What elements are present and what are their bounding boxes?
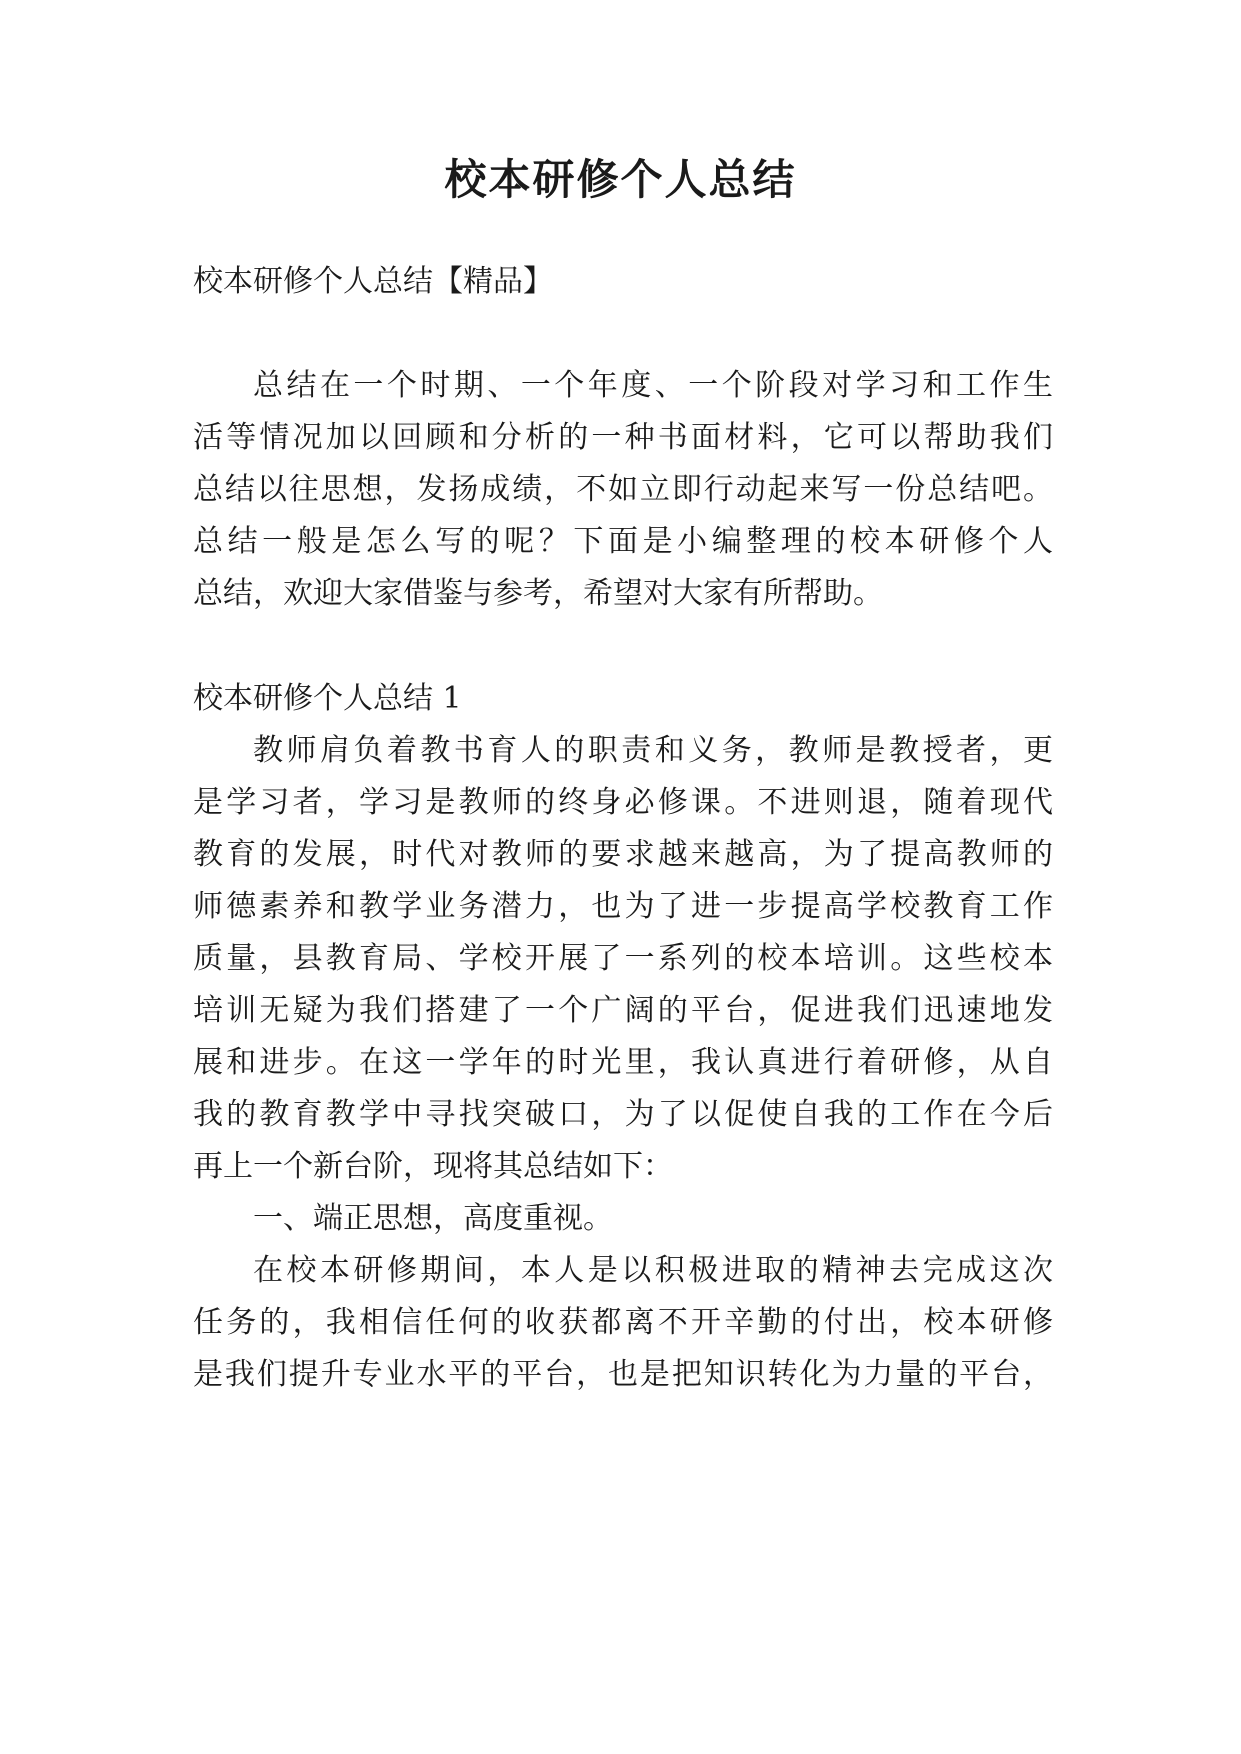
- para-two-line: 任务的，我相信任何的收获都离不开辛勤的付出，校本研修: [193, 1305, 1053, 1340]
- intro-line: 总结以往思想，发扬成绩，不如立即行动起来写一份总结吧。: [193, 472, 1053, 507]
- body-line: 我的教育教学中寻找突破口，为了以促使自我的工作在今后: [193, 1097, 1053, 1132]
- body-line: 师德素养和教学业务潜力，也为了进一步提高学校教育工作: [193, 889, 1053, 924]
- para-two-line: 在校本研修期间，本人是以积极进取的精神去完成这次: [253, 1253, 1053, 1288]
- intro-line: 总结一般是怎么写的呢？下面是小编整理的校本研修个人: [193, 524, 1053, 559]
- body-line: 教师肩负着教书育人的职责和义务，教师是教授者，更: [253, 733, 1053, 768]
- para-two-line: 是我们提升专业水平的平台，也是把知识转化为力量的平台，: [193, 1357, 1053, 1392]
- intro-line: 总结，欢迎大家借鉴与参考，希望对大家有所帮助。: [193, 576, 883, 611]
- body-line: 教育的发展，时代对教师的要求越来越高，为了提高教师的: [193, 837, 1053, 872]
- intro-line: 活等情况加以回顾和分析的一种书面材料，它可以帮助我们: [193, 420, 1053, 455]
- body-line: 培训无疑为我们搭建了一个广阔的平台，促进我们迅速地发: [193, 993, 1053, 1028]
- document-subtitle: 校本研修个人总结【精品】: [193, 264, 553, 299]
- point-heading: 一、端正思想，高度重视。: [253, 1201, 613, 1236]
- body-line: 质量，县教育局、学校开展了一系列的校本培训。这些校本: [193, 941, 1053, 976]
- body-line: 展和进步。在这一学年的时光里，我认真进行着研修，从自: [193, 1045, 1053, 1080]
- document-title: 校本研修个人总结: [444, 155, 797, 204]
- body-line: 再上一个新台阶，现将其总结如下：: [193, 1149, 673, 1184]
- body-line: 是学习者，学习是教师的终身必修课。不进则退，随着现代: [193, 785, 1053, 820]
- intro-line: 总结在一个时期、一个年度、一个阶段对学习和工作生: [253, 368, 1053, 403]
- section-heading: 校本研修个人总结 1: [193, 681, 462, 716]
